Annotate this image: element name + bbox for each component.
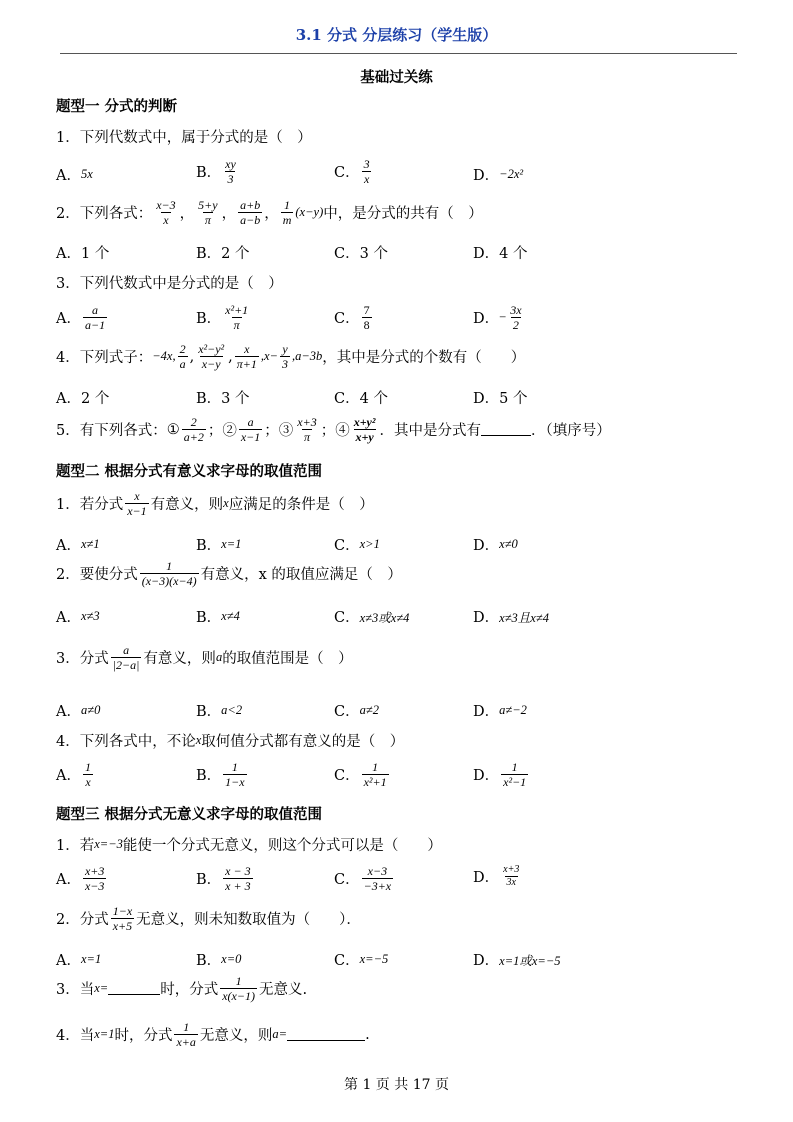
option-a: A． x=1 bbox=[56, 952, 102, 969]
option-c: C． 1 x²+1 bbox=[334, 760, 387, 789]
answer-blank[interactable] bbox=[287, 1028, 365, 1041]
question-1-4: 4．下列式子： −4x, 2 a , x²−y² x−y , x π+1 ,x− $\frac{y}{3}$ ,a−3b ，其中是分式的个数有（ ） bbox=[56, 342, 526, 371]
question-1-1 bbox=[56, 126, 312, 147]
answer-blank[interactable] bbox=[108, 982, 160, 995]
option-b: B． x=0 bbox=[196, 952, 242, 969]
option-a: A．1 个 bbox=[56, 246, 110, 262]
option-a: A． a≠0 bbox=[56, 703, 101, 720]
option-d: D． −2x² bbox=[473, 167, 524, 184]
question-1-2: 2．下列各式： x−3 x ， 5+y π ， a+b a−b ， 1 m (x−y) 中，是分式的共有（ ） bbox=[56, 198, 483, 227]
fraction: xy 3 bbox=[225, 157, 236, 186]
option-c: C． a≠2 bbox=[334, 703, 379, 720]
question-2-2: 2．要使分式 1 (x−3)(x−4) 有意义，x 的取值应满足（ ） bbox=[56, 559, 402, 588]
option-c: C． 3 x bbox=[334, 157, 370, 186]
option-b: B． a<2 bbox=[196, 703, 243, 720]
option-a: A． x≠1 bbox=[56, 537, 100, 554]
option-a: A．2 个 bbox=[56, 391, 110, 407]
option-d: D．4 个 bbox=[473, 246, 528, 262]
type-heading-2: 题型二 根据分式有意义求字母的取值范围 bbox=[56, 463, 323, 480]
question-1-3: 3．下列代数式中是分式的是（ ） bbox=[56, 276, 283, 292]
option-d: D． a≠−2 bbox=[473, 703, 527, 720]
option-c: C． 7 8 bbox=[334, 303, 370, 332]
question-2-4: 4．下列各式中，不论 x 取何值分式都有意义的是（ ） bbox=[56, 733, 405, 750]
page-footer: 第 1 页 共 17 页 bbox=[344, 1077, 449, 1093]
option-d: D． x≠3且x≠4 bbox=[473, 610, 549, 626]
option-b: B． x²+1 π bbox=[196, 303, 249, 332]
option-c: C．3 个 bbox=[334, 246, 388, 262]
option-a: A． a a−1 bbox=[56, 303, 106, 332]
option-a: A． 5x bbox=[56, 167, 93, 184]
answer-blank[interactable] bbox=[481, 423, 531, 436]
option-c: C．4 个 bbox=[334, 391, 388, 407]
fraction: 3 x bbox=[363, 157, 370, 186]
option-c: C． x≠3或x≠4 bbox=[334, 610, 410, 626]
option-a: A． x≠3 bbox=[56, 609, 100, 626]
option-d: D． x≠0 bbox=[473, 537, 518, 554]
question-3-3: 3．当 x= 时，分式 1 x(x−1) 无意义. bbox=[56, 974, 308, 1003]
section-heading: 基础过关练 bbox=[360, 69, 433, 86]
option-a: A． x+3 x−3 bbox=[56, 864, 105, 893]
question-stem: 1．下列代数式中，属于分式的是（ ） bbox=[56, 130, 312, 146]
option-b: B． 1 1−x bbox=[196, 760, 245, 789]
document-title: 3.1 分式 分层练习（学生版） bbox=[295, 26, 498, 44]
option-b: B． x − 3 x + 3 bbox=[196, 864, 251, 893]
question-2-3: 3．分式 a |2−a| 有意义，则 a 的取值范围是（ ） bbox=[56, 643, 353, 672]
option-d: D． x=1或x=−5 bbox=[473, 953, 561, 969]
option-b: B．2 个 bbox=[196, 246, 250, 262]
option-b: B． x≠4 bbox=[196, 609, 240, 626]
question-3-1: 1．若 x=−3 能使一个分式无意义，则这个分式可以是（ ） bbox=[56, 837, 442, 854]
type-heading-1: 题型一 分式的判断 bbox=[56, 98, 178, 115]
option-d: D．5 个 bbox=[473, 391, 528, 407]
type-heading-3: 题型三 根据分式无意义求字母的取值范围 bbox=[56, 806, 323, 823]
question-3-4: 4．当 x=1 时，分式 1 x+a 无意义，则 a= . bbox=[56, 1020, 370, 1049]
option-c: C． x>1 bbox=[334, 537, 380, 554]
question-3-2: 2．分式 1−x x+5 无意义，则未知数取值为（ ）． bbox=[56, 904, 361, 933]
question-2-1: 1．若分式 x x−1 有意义，则 x 应满足的条件是（ ） bbox=[56, 489, 374, 518]
option-a: A． 1 x bbox=[56, 760, 91, 789]
option-b: B． x=1 bbox=[196, 537, 242, 554]
option-c: C． x=−5 bbox=[334, 952, 389, 969]
option-d: D． − $\frac{3x}{2}$ bbox=[473, 303, 522, 332]
option-d: D． x+3 3x bbox=[473, 864, 520, 888]
option-b: B． xy 3 bbox=[196, 157, 236, 186]
header-divider bbox=[60, 53, 737, 54]
question-1-5: 5．有下列各式： ① 2 a+2 ；② a x−1 ；③ x+3 π ；④ x+y² x+y ．其中是分式有 ．（填序号） bbox=[56, 415, 611, 444]
option-c: C． x−3 −3+x bbox=[334, 864, 392, 893]
option-b: B．3 个 bbox=[196, 391, 250, 407]
option-d: D． 1 x²−1 bbox=[473, 760, 527, 789]
